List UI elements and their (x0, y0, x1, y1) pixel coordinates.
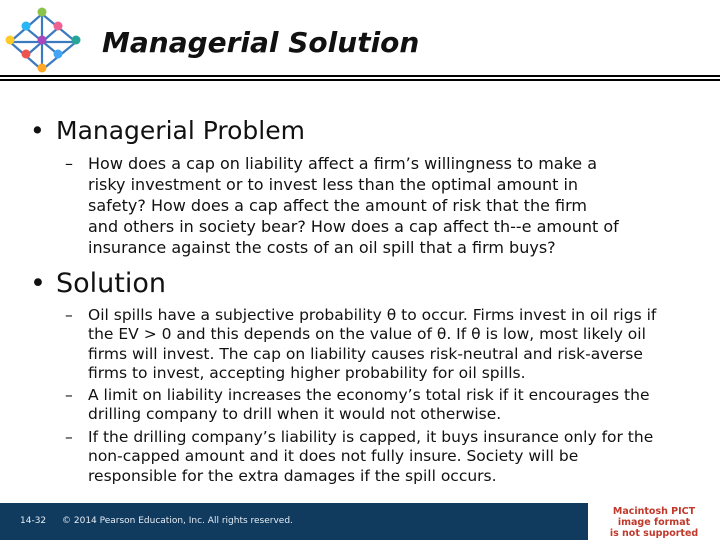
placeholder-line: image format (617, 517, 691, 528)
sub-bullet-line: insurance against the costs of an oil spill that a firm buys? (88, 238, 556, 257)
placeholder-line: Macintosh PICT (612, 506, 696, 517)
bullet-label: Solution (56, 268, 166, 299)
bullet-marker: • (30, 116, 45, 145)
sub-bullet-insurance (65, 428, 654, 486)
sub-bullet-problem (65, 153, 619, 258)
sub-bullet-dash: – (65, 428, 73, 446)
bullet-label: Managerial Problem (56, 116, 305, 145)
bullet-solution (30, 268, 166, 299)
unsupported-image-placeholder (588, 503, 720, 540)
sub-bullet-line: Oil spills have a subjective probability θ to occur. Firms invest in oil rigs if (88, 306, 657, 324)
sub-bullet-dash: – (65, 306, 73, 324)
placeholder-line: is not supported (609, 528, 699, 539)
sub-bullet-line: responsible for the extra damages if the spill occurs. (88, 466, 497, 485)
sub-bullet-dash: – (65, 154, 73, 173)
sub-bullet-line: If the drilling company’s liability is capped, it buys insurance only for the (88, 428, 654, 446)
sub-bullet-line: risky investment or to invest less than the optimal amount in (88, 175, 579, 194)
sub-bullet-line: and others in society bear? How does a cap affect th--e amount of (88, 217, 619, 236)
bullet-managerial-problem (30, 116, 305, 145)
sub-bullet-line: How does a cap on liability affect a firm’s willingness to make a (88, 154, 598, 173)
sub-bullet-line: safety? How does a cap affect the amount of risk that the firm (88, 196, 587, 215)
slide-number: 14-32 (20, 516, 47, 526)
sub-bullet-dash: – (65, 386, 73, 404)
sub-bullet-oil-spills (65, 306, 657, 384)
sub-bullet-line: A limit on liability increases the economy’s total risk if it encourages the (88, 386, 650, 404)
sub-bullet-line: firms will invest. The cap on liability causes risk-neutral and risk-averse (88, 344, 643, 363)
bullet-marker: • (30, 268, 46, 299)
people-network-logo-icon (2, 2, 84, 74)
sub-bullet-limit-liability (65, 386, 650, 425)
slide-title: Managerial Solution (102, 26, 420, 59)
copyright-notice: © 2014 Pearson Education, Inc. All rights reserved. (62, 516, 293, 526)
sub-bullet-line: drilling company to drill when it would not otherwise. (88, 405, 502, 424)
sub-bullet-line: non-capped amount and it does not fully insure. Society will be (88, 447, 579, 466)
sub-bullet-line: the EV > 0 and this depends on the value of θ. If θ is low, most likely oil (88, 325, 646, 344)
title-divider (0, 75, 720, 81)
sub-bullet-line: firms to invest, accepting higher probability for oil spills. (88, 364, 526, 383)
